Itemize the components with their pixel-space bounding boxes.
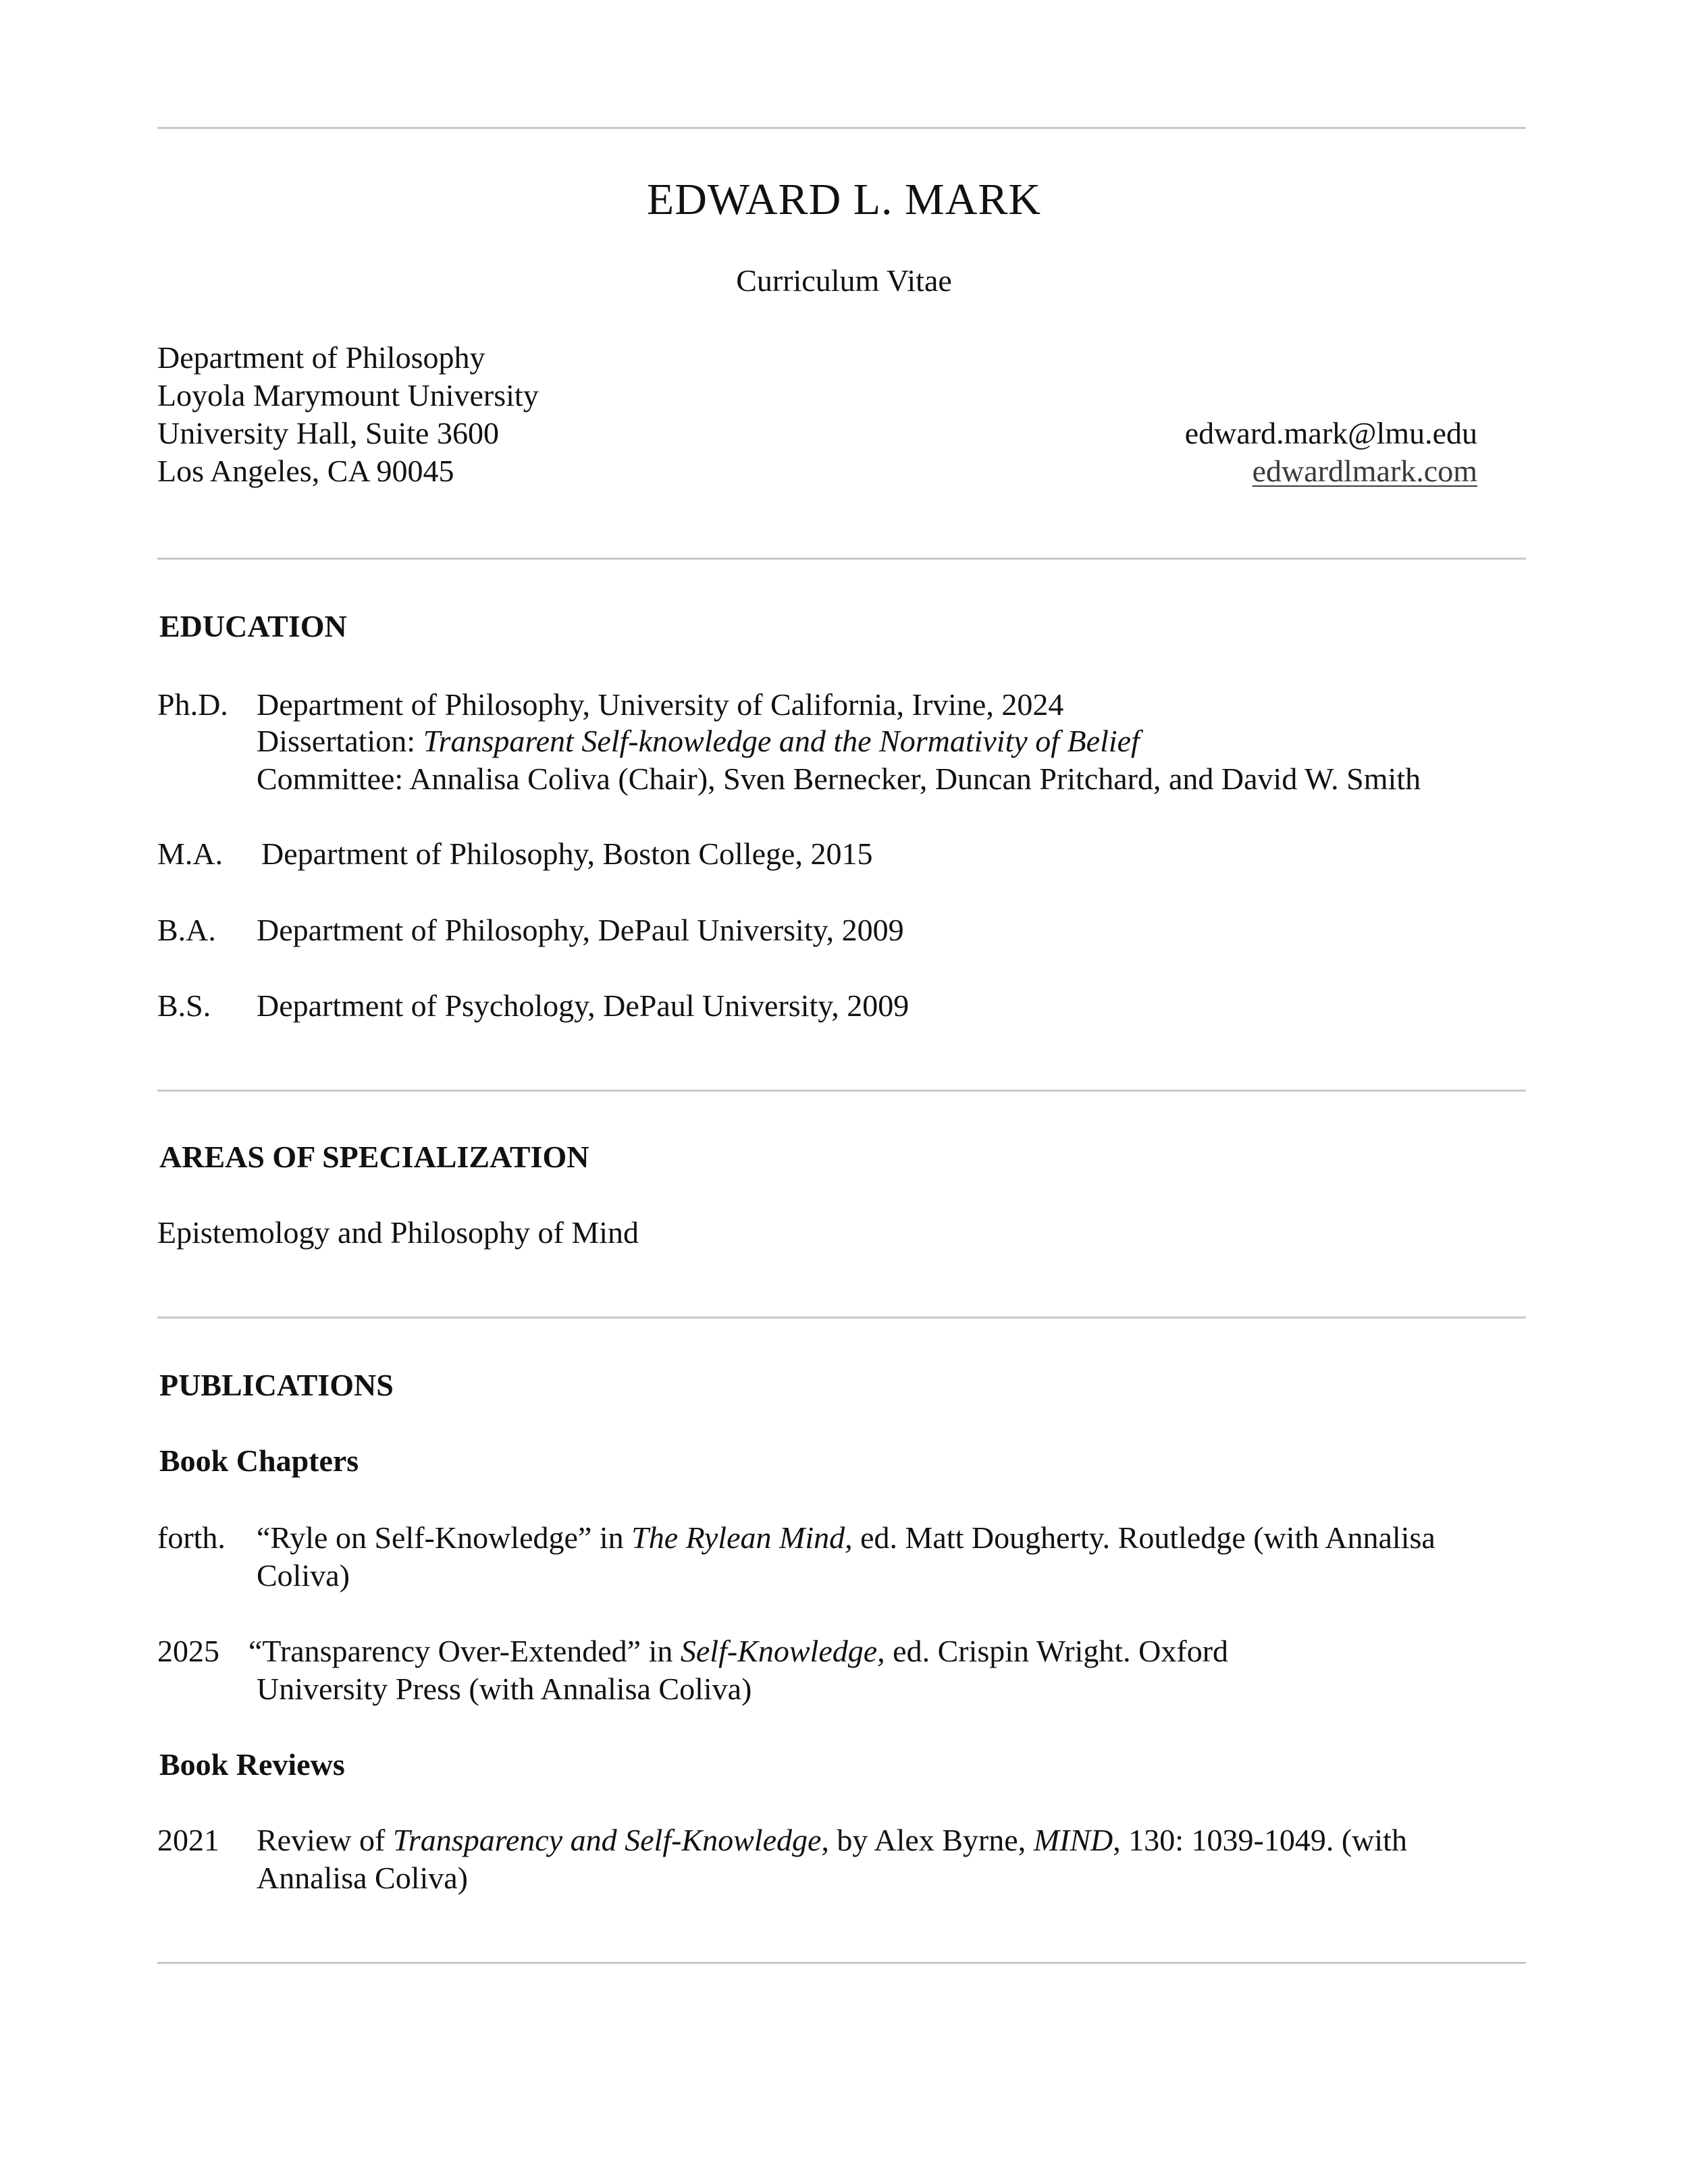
dissertation-label: Dissertation: — [257, 724, 423, 758]
phd-degree-label: Ph.D. — [157, 687, 228, 722]
ma-entry: Department of Philosophy, Boston College, 2015 — [261, 836, 873, 871]
education-heading: EDUCATION — [159, 609, 347, 643]
chapter1-citation-line2: Coliva) — [257, 1558, 350, 1593]
review1-details: , 130: 1039-1049. (with — [1113, 1823, 1407, 1857]
dissertation-title: Transparent Self-knowledge and the Normativity of Belief — [423, 724, 1140, 758]
phd-dissertation — [257, 722, 1140, 760]
phd-committee: Committee: Annalisa Coliva (Chair), Sven Bernecker, Duncan Pritchard, and David W. Smith — [257, 762, 1421, 796]
email-address[interactable]: edward.mark@lmu.edu — [1184, 416, 1477, 450]
publications-heading: PUBLICATIONS — [159, 1368, 394, 1402]
top-divider — [157, 127, 1526, 129]
book-reviews-heading: Book Reviews — [159, 1747, 345, 1782]
divider-after-education — [157, 1090, 1526, 1092]
chapter1-title: “Ryle on Self-Knowledge” in — [257, 1520, 632, 1555]
website-link[interactable]: edwardlmark.com — [1252, 454, 1477, 488]
phd-department: Department of Philosophy, University of California, Irvine, 2024 — [257, 687, 1064, 722]
address-line-university: Loyola Marymount University — [157, 378, 539, 412]
chapter1-year: forth. — [157, 1520, 226, 1555]
ba-degree-label: B.A. — [157, 913, 216, 947]
specialization-text: Epistemology and Philosophy of Mind — [157, 1215, 639, 1250]
review1-prefix: Review of — [257, 1823, 393, 1857]
chapter2-year: 2025 — [157, 1634, 219, 1668]
bs-degree-label: B.S. — [157, 988, 211, 1023]
review1-citation — [257, 1821, 1407, 1859]
specialization-heading: AREAS OF SPECIALIZATION — [159, 1140, 589, 1174]
review1-citation-line2: Annalisa Coliva) — [257, 1861, 468, 1895]
chapter1-details: ed. Matt Dougherty. Routledge (with Annalisa — [852, 1520, 1435, 1555]
chapter1-citation — [257, 1519, 1435, 1557]
chapter2-book: Self-Knowledge, — [680, 1634, 885, 1668]
bottom-divider — [157, 1962, 1526, 1964]
chapter2-title: “Transparency Over-Extended” in — [248, 1634, 681, 1668]
review1-year: 2021 — [157, 1823, 219, 1857]
divider-after-contact — [157, 558, 1526, 560]
address-line-department: Department of Philosophy — [157, 340, 485, 375]
chapter1-book: The Rylean Mind, — [631, 1520, 853, 1555]
review1-journal: MIND — [1033, 1823, 1113, 1857]
cv-subtitle: Curriculum Vitae — [736, 263, 952, 298]
ma-degree-label: M.A. — [157, 836, 223, 871]
chapter2-details: ed. Crispin Wright. Oxford — [885, 1634, 1229, 1668]
chapter2-citation-line2: University Press (with Annalisa Coliva) — [257, 1672, 752, 1706]
bs-entry: Department of Psychology, DePaul University, 2009 — [257, 988, 909, 1023]
address-line-building: University Hall, Suite 3600 — [157, 416, 499, 450]
address-line-city: Los Angeles, CA 90045 — [157, 454, 454, 488]
divider-after-specialization — [157, 1316, 1526, 1319]
review1-author: by Alex Byrne, — [828, 1823, 1034, 1857]
review1-book: Transparency and Self-Knowledge, — [392, 1823, 829, 1857]
ba-entry: Department of Philosophy, DePaul University, 2009 — [257, 913, 904, 947]
book-chapters-heading: Book Chapters — [159, 1443, 359, 1478]
cv-name: EDWARD L. MARK — [646, 175, 1042, 224]
chapter2-citation — [248, 1632, 1228, 1670]
